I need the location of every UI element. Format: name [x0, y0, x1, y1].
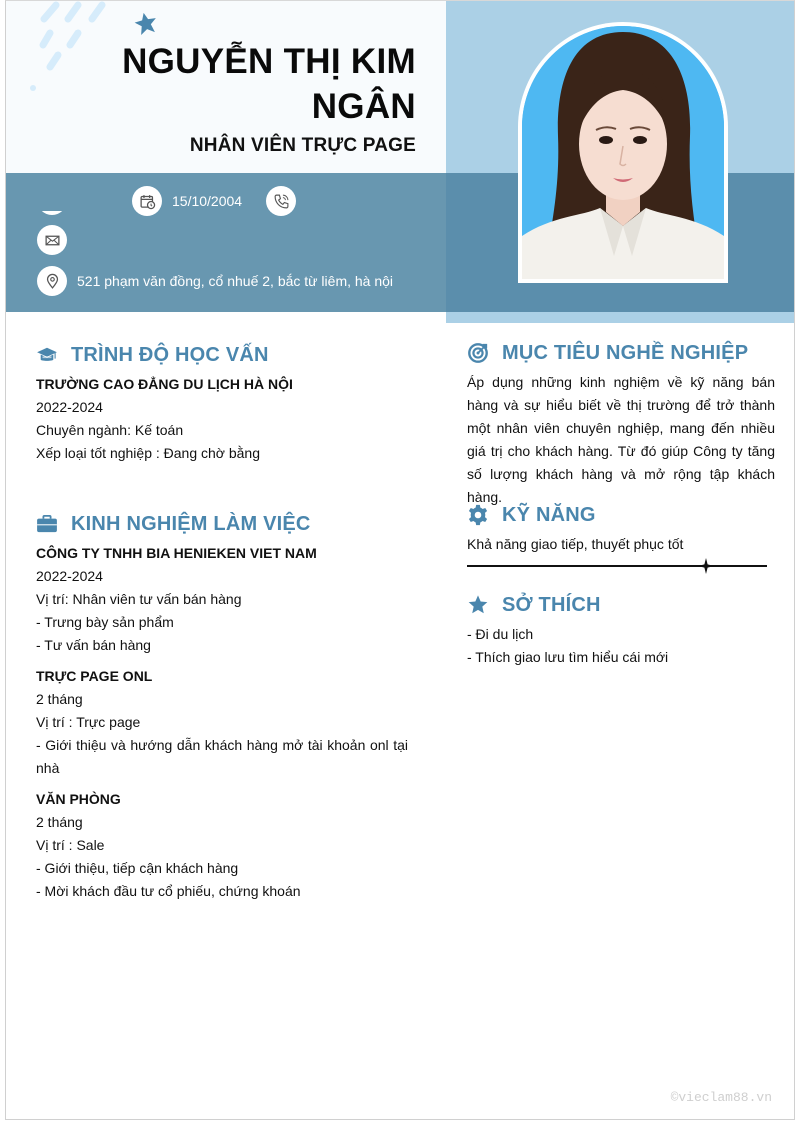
location-pin-icon: [37, 266, 67, 296]
company-name: VĂN PHÒNG: [36, 791, 121, 807]
skill-level-bar: [467, 565, 767, 567]
experience-section: [36, 510, 408, 903]
graduation-cap-icon: [36, 344, 58, 366]
company-name: TRỰC PAGE ONL: [36, 668, 153, 684]
profile-photo: [522, 26, 724, 279]
education-period: 2022-2024: [36, 399, 103, 415]
hobbies-section: [467, 591, 775, 669]
education-grade: Xếp loại tốt nghiệp : Đang chờ bằng: [36, 445, 261, 461]
experience-period: 2 tháng: [36, 691, 83, 707]
skill-name: Khả năng giao tiếp, thuyết phục tốt: [467, 536, 684, 552]
briefcase-icon: [36, 513, 58, 535]
star-icon: [467, 594, 489, 616]
candidate-name: [76, 39, 416, 129]
phone-icon: [266, 186, 296, 216]
experience-detail: - Giới thiệu, tiếp cận khách hàng: [36, 860, 239, 876]
address-text: 521 phạm văn đồng, cổ nhuế 2, bắc từ liêm, hà nội: [77, 273, 394, 289]
experience-period: 2 tháng: [36, 814, 83, 830]
gear-icon: [467, 504, 489, 526]
experience-position: Vị trí : Trực page: [36, 714, 141, 730]
experience-detail: - Mời khách đầu tư cổ phiếu, chứng khoán: [36, 883, 301, 899]
job-title: NHÂN VIÊN TRỰC PAGE: [189, 135, 416, 156]
education-entry: [36, 373, 408, 465]
experience-position: Vị trí : Sale: [36, 837, 105, 853]
star-decoration-icon: [133, 11, 159, 37]
experience-detail: - Giới thiệu và hướng dẫn khách hàng mở tài khoản onl tại nhà: [36, 737, 408, 776]
experience-entry: [36, 788, 408, 903]
education-major: Chuyên ngành: Kế toán: [36, 422, 184, 438]
portrait-illustration-icon: [522, 26, 724, 279]
experience-detail: - Trưng bày sản phẩm: [36, 614, 174, 630]
name-line-2: NGÂN: [311, 87, 416, 126]
experience-title: KINH NGHIỆM LÀM VIỆC: [71, 512, 311, 535]
hobbies-title: SỞ THÍCH: [502, 593, 601, 616]
profile-photo-frame: [518, 22, 728, 283]
contact-email: [37, 225, 77, 255]
experience-entry: [36, 542, 408, 657]
education-section: [36, 341, 408, 465]
skills-section: [467, 501, 775, 567]
hobby-item: - Thích giao lưu tìm hiểu cái mới: [467, 649, 669, 665]
skills-title: KỸ NĂNG: [502, 503, 596, 526]
birthday-text: 15/10/2004: [172, 193, 243, 209]
experience-detail: - Tư vấn bán hàng: [36, 637, 151, 653]
name-line-1: NGUYỄN THỊ KIM: [122, 42, 416, 81]
contact-birthday: [132, 186, 242, 216]
watermark: ©vieclam88.vn: [670, 1090, 772, 1105]
experience-period: 2022-2024: [36, 568, 103, 584]
target-icon: [467, 342, 489, 364]
education-title: TRÌNH ĐỘ HỌC VẤN: [71, 343, 269, 366]
hobby-item: - Đi du lịch: [467, 626, 534, 642]
objective-title: MỤC TIÊU NGHỀ NGHIỆP: [502, 341, 749, 364]
contact-phone: [266, 186, 306, 216]
calendar-icon: [132, 186, 162, 216]
experience-position: Vị trí: Nhân viên tư vấn bán hàng: [36, 591, 242, 607]
cv-page: [5, 0, 795, 1120]
mail-icon: [37, 225, 67, 255]
objective-text: Áp dụng những kinh nghiệm về kỹ năng bán hàng và sự hiểu biết về thị trường để trở thành một nhân viên chuyên nghiệp, mang đến nhiều giá trị cho khách hàng. Từ đó giúp Công ty tăng số lượng khách hàng và mở rộng tập khách hàng.: [467, 374, 775, 505]
skill-level-knob-icon: [698, 558, 714, 574]
objective-section: [467, 339, 775, 509]
school-name: TRƯỜNG CAO ĐẲNG DU LỊCH HÀ NỘI: [36, 376, 293, 392]
company-name: CÔNG TY TNHH BIA HENIEKEN VIET NAM: [36, 545, 317, 561]
experience-entry: [36, 665, 408, 780]
contact-address: [37, 266, 393, 296]
